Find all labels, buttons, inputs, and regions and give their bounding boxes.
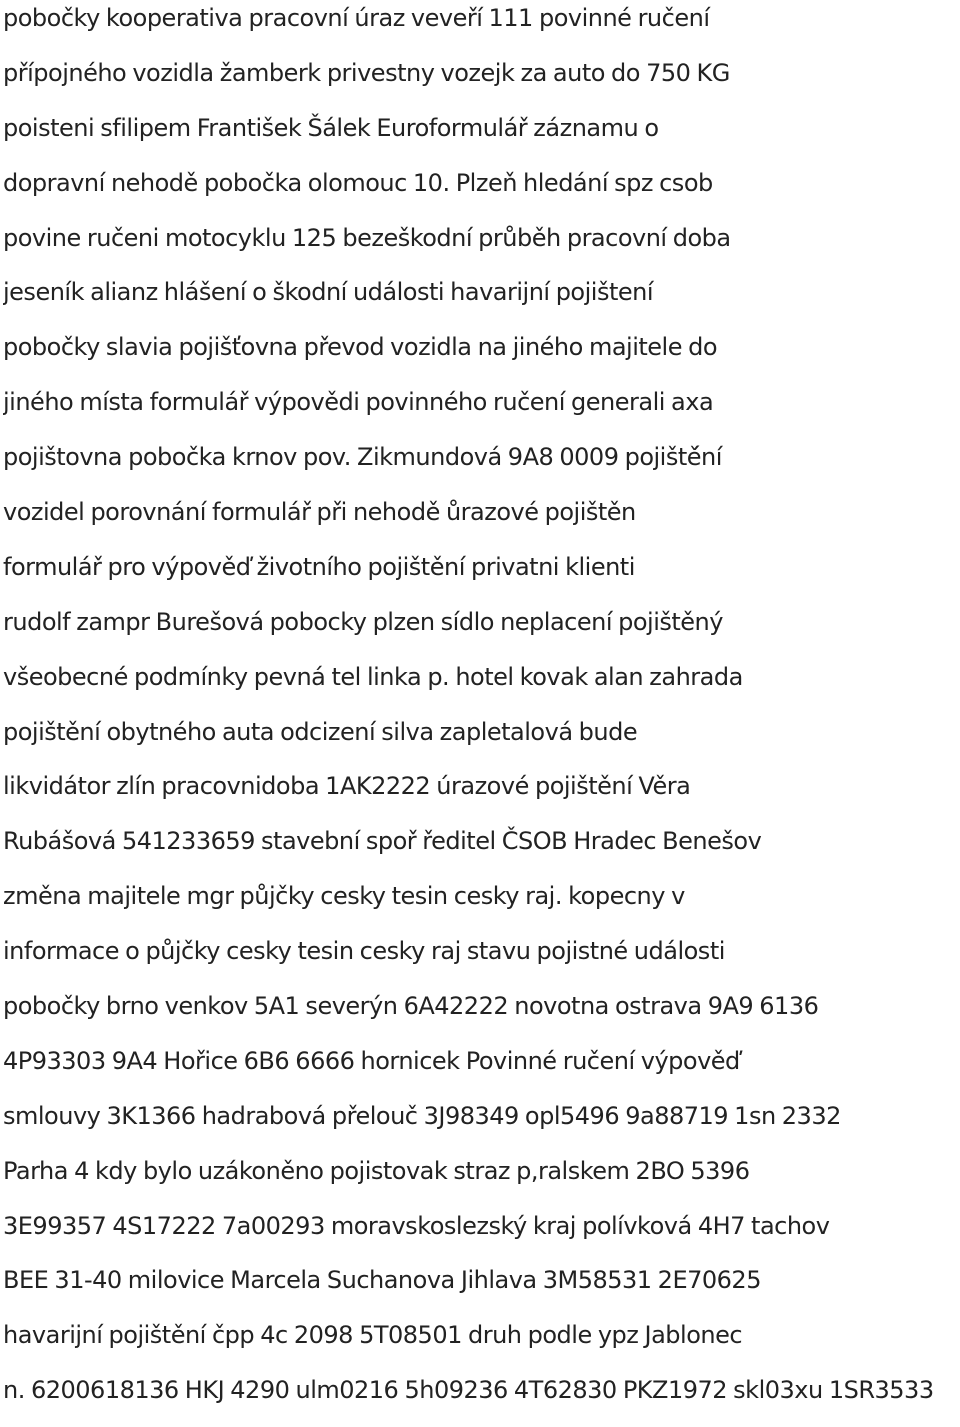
text-line-15: likvidátor zlín pracovnidoba 1AK2222 úrazové pojištění Věra	[3, 772, 691, 801]
text-line-9: pojištovna pobočka krnov pov. Zikmundová 9A8 0009 pojiště́ní	[3, 443, 722, 472]
text-line-21: smlouvy 3K1366 hadrabová přelouč 3J98349 opl5496 9a88719 1sn 2332	[3, 1101, 841, 1130]
text-line-20: 4P93303 9A4 Hořice 6B6 6666 hornicek Povinné ručení výpověď	[3, 1046, 740, 1075]
text-line-17: změna majitele mgr půjčky cesky tesin cesky raj. kopecny v	[3, 882, 685, 911]
text-line-26: n. 6200618136 HKJ 4290 ulm0216 5h09236 4T62830 PKZ1972 skl03xu 1SR3533	[3, 1376, 934, 1405]
text-line-2: přípojného vozidla žamberk privestny vozejk za auto do 750 KG	[3, 58, 730, 87]
text-line-23: 3E99357 4S17222 7a00293 moravskoslezský kraj polívková 4H7 tachov	[3, 1211, 830, 1240]
text-line-18: informace o půjčky cesky tesin cesky raj stavu pojistné události	[3, 937, 725, 966]
text-line-11: formulář pro výpověď životního pojištění privatni klienti	[3, 552, 635, 581]
text-line-14: pojištění obytného auta odcizení silva zapletalová bude	[3, 717, 638, 746]
text-line-4: dopravní nehodě pobočka olomouc 10. Plzeň hledání spz csob	[3, 168, 713, 197]
text-line-7: pobočky slavia pojišťovna převod vozidla na jiného majitele do	[3, 333, 718, 362]
text-line-19: pobočky brno venkov 5A1 severýn 6A42222 novotna ostrava 9A9 6136	[3, 992, 819, 1021]
text-line-22: Parha 4 kdy bylo uzákoněno pojistovak straz p,ralskem 2BO 5396	[3, 1156, 750, 1185]
text-line-24: BEE 31-40 milovice Marcela Suchanova Jihlava 3M58531 2E70625	[3, 1266, 761, 1295]
text-line-10: vozidel porovnání formulář při nehodě ůrazové pojištěn	[3, 498, 636, 527]
text-line-12: rudolf zampr Burešová pobocky plzen sídlo neplacení pojištěný	[3, 607, 723, 636]
text-line-16: Rubášová 541233659 stavební spoř ředitel ČSOB Hradec Benešov	[3, 827, 762, 856]
text-line-3: poisteni sfilipem František Šálek Euroformulář záznamu o	[3, 113, 659, 142]
text-line-13: všeobecné podmínky pevná tel linka p. hotel kovak alan zahrada	[3, 662, 743, 691]
document-body	[3, 0, 960, 1427]
text-line-8: jiného místa formulář výpovědi povinného ručení generali axa	[3, 388, 714, 417]
text-line-6: jeseník alianz hlášení o škodní události havarijní pojištení	[3, 278, 654, 307]
text-line-1: pobočky kooperativa pracovní úraz veveří 111 povinné ručení	[3, 4, 710, 32]
text-line-25: havarijní pojištění čpp 4c 2098 5T08501 druh podle ypz Jablonec	[3, 1321, 743, 1350]
text-line-5: povine ručeni motocyklu 125 bezeškodní průběh pracovní doba	[3, 223, 731, 252]
